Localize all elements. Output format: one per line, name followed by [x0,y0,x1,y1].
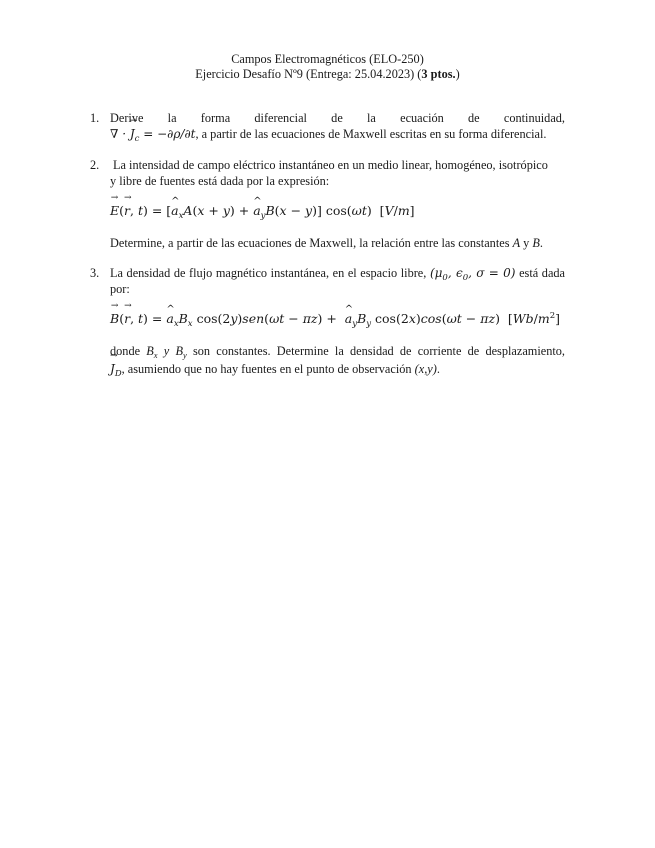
continuity-equation: ∇ · → $J_c = -\partial\rho/\partial t$ [110,127,195,141]
course-title: Campos Electromagnéticos (ELO-250) [231,52,424,66]
observation-point: (x,y) [414,362,437,376]
document-header [0,52,655,82]
problem-1-line1: Derive la forma diferencial de la ecuación de continuidad, [110,111,565,125]
problem-3-statement-line1: donde $B_x$ y $B_y$ son constantes. Determine la densidad de corriente de desplazamiento, [110,344,566,360]
problem-2-number: 2. [90,158,100,172]
problem-3-statement-line2: → $J_D$, asumiendo que no hay fuentes en el punto de observación (x,y). [110,361,565,377]
constant-a: A [512,236,521,250]
problem-3-line2: por: [110,282,130,296]
free-space-condition: ($\mu_0$, $\epsilon_0$, σ = 0) [429,266,516,283]
problem-3-donde: donde [110,344,141,358]
problem-3-final-text: , asumiendo que no hay fuentes en el punto de observación [121,362,412,376]
assignment-label: Ejercicio Desafío Nº9 (Entrega: 25.04.2023) [195,67,415,81]
assignment-line: Ejercicio Desafío Nº9 (Entrega: 25.04.2023) (3 ptos.) [195,67,460,81]
problem-2-conj: y [523,236,530,250]
problem-3-statement-text: son constantes. Determine la densidad de corriente de desplazamiento, [192,344,566,358]
problem-2-statement-text: Determine, a partir de las ecuaciones de Maxwell, la relación entre las constantes [110,236,510,250]
problem-3-line1-end: está dada [519,266,566,280]
magnetic-flux-equation: → B(→ r, t) = ^ $a_xB_x$ cos(2y)sen(ωt − πz) + ^ $a_yB_y$ cos(2x)cos(ωt − πz) $[Wb/m^2]$ [110,311,560,327]
problem-3-line1 [110,265,565,281]
problem-3-line1-text: La densidad de flujo magnético instantánea, en el espacio libre, [110,266,427,280]
constant-b: B [532,236,540,250]
displacement-current-symbol: → $J_D$ [110,362,122,376]
problem-1-number: 1. [90,111,100,125]
problem-1-line2-wrap [110,126,565,142]
problem-3-number: 3. [90,266,100,280]
problem-2-line1: La intensidad de campo eléctrico instantáneo en un medio linear, homogéneo, isotrópico [113,158,548,172]
problem-2-line2: y libre de fuentes está dada por la expresión: [110,174,330,188]
points-label: 3 ptos. [421,67,456,81]
electric-field-equation: → E(→ r, t) = [^ $a_xA(x + y)$ + ^ $a_yB(x - y)$] cos(ωt) [V/m] [110,203,415,219]
problem-1-line2: , a partir de las ecuaciones de Maxwell escritas en su forma diferencial. [195,127,547,141]
problem-2-statement: Determine, a partir de las ecuaciones de Maxwell, la relación entre las constantes A y B. [110,236,543,250]
